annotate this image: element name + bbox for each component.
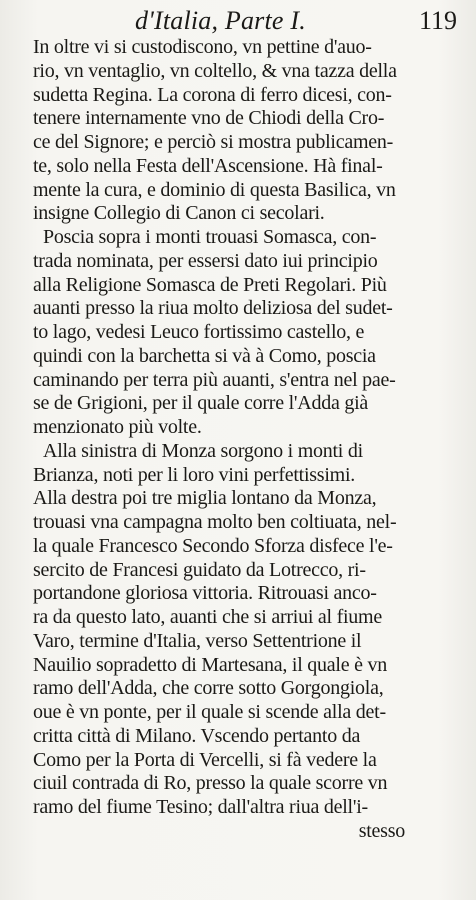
text-line: alla Religione Somasca de Preti Regolari. Più: [33, 273, 387, 296]
body-text: [33, 36, 405, 844]
text-line: auanti presso la riua molto deliziosa del sudet-: [33, 297, 393, 320]
text-line: Nauilio sopradetto di Martesana, il quale è vn: [33, 653, 387, 676]
text-line: portandone gloriosa vittoria. Ritrouasi anco-: [33, 582, 377, 605]
text-line: tenere internamente vno de Chiodi della Cro-: [33, 107, 385, 130]
text-line: la quale Francesco Secondo Sforza disfece l'e-: [33, 534, 393, 557]
text-line: se de Grigioni, per il quale corre l'Adda già: [33, 392, 369, 415]
text-line: Varo, termine d'Italia, verso Settentrione il: [33, 629, 362, 652]
text-line: ramo dell'Adda, che corre sotto Gorgongiola,: [33, 677, 384, 700]
text-line: ce del Signore; e perciò si mostra publicamen-: [33, 131, 394, 153]
text-line: sercito de Francesi guidato da Lotrecco, ri-: [33, 558, 366, 581]
running-head: d'Italia, Parte I.: [135, 6, 306, 35]
text-line: Poscia sopra i monti trouasi Somasca, con-: [43, 226, 377, 248]
page-number: 119: [419, 6, 458, 35]
text-line: quindi con la barchetta si và à Como, poscia: [33, 344, 376, 367]
text-line: trouasi vna campagna molto ben coltiuata, nel-: [33, 511, 397, 533]
text-line: rio, vn ventaglio, vn coltello, & vna tazza della: [33, 59, 397, 82]
catchword: stesso: [358, 819, 405, 842]
text-line: ramo del fiume Tesino; dall'altra riua dell'i-: [33, 796, 368, 818]
text-line: trada nominata, per essersi dato iui principio: [33, 249, 378, 272]
text-line: te, solo nella Festa dell'Ascensione. Hà final-: [33, 154, 383, 177]
text-line: oue è vn ponte, per il quale si scende alla det-: [33, 701, 386, 723]
text-line: Brianza, noti per li loro vini perfettissimi.: [33, 463, 356, 486]
text-line: Como per la Porta di Vercelli, si fà vedere la: [33, 748, 377, 771]
text-line: In oltre vi si custodiscono, vn pettine d'auo-: [33, 36, 372, 58]
text-line: sudetta Regina. La corona di ferro dicesi, con-: [33, 83, 392, 106]
text-line: Alla destra poi tre miglia lontano da Monza,: [33, 487, 377, 510]
text-line: menzionato più volte.: [33, 416, 202, 438]
text-line: ra da questo lato, auanti che si arriui al fiume: [33, 606, 382, 628]
text-line: mente la cura, e dominio di questa Basilica, vn: [33, 178, 396, 201]
text-line: to lago, vedesi Leuco fortissimo castello, e: [33, 321, 365, 343]
text-line: Alla sinistra di Monza sorgono i monti di: [43, 439, 363, 462]
text-line: insigne Collegio di Canon ci secolari.: [33, 202, 325, 225]
text-line: caminando per terra più auanti, s'entra nel pae-: [33, 368, 396, 391]
page-header: [0, 6, 476, 40]
text-line: critta città di Milano. Vscendo pertanto da: [33, 724, 361, 747]
text-line: ciuil contrada di Ro, presso la quale scorre vn: [33, 772, 388, 795]
